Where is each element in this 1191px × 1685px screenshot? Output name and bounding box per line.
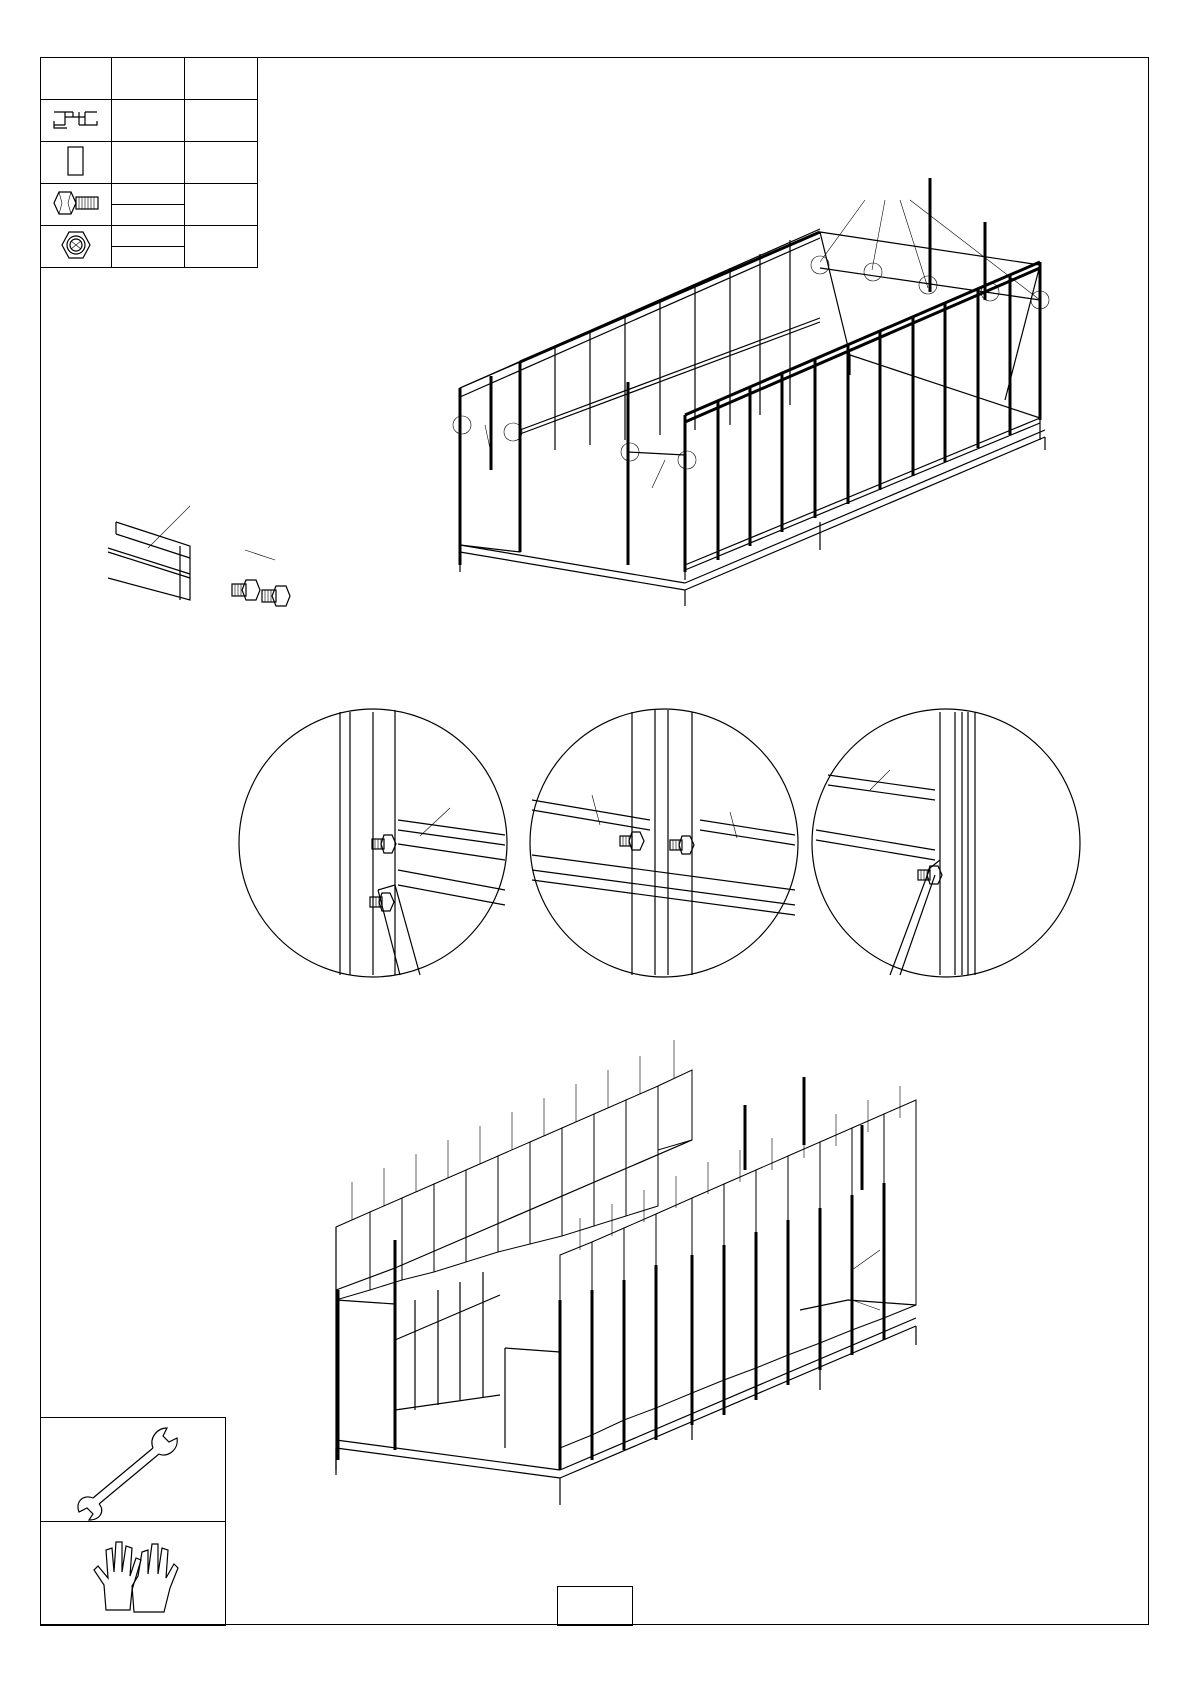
gloves-icon [86, 1530, 186, 1620]
page-number [557, 1586, 633, 1626]
tool-box-gloves [40, 1521, 226, 1626]
profile-with-bolts [108, 506, 290, 606]
greenhouse-panels-illustration [336, 1040, 916, 1505]
detail-circle-center [530, 709, 798, 977]
detail-circle-left [239, 709, 507, 977]
detail-circle-right [812, 709, 1080, 977]
tool-box-wrench [40, 1417, 226, 1522]
wrench-icon [71, 1420, 191, 1520]
